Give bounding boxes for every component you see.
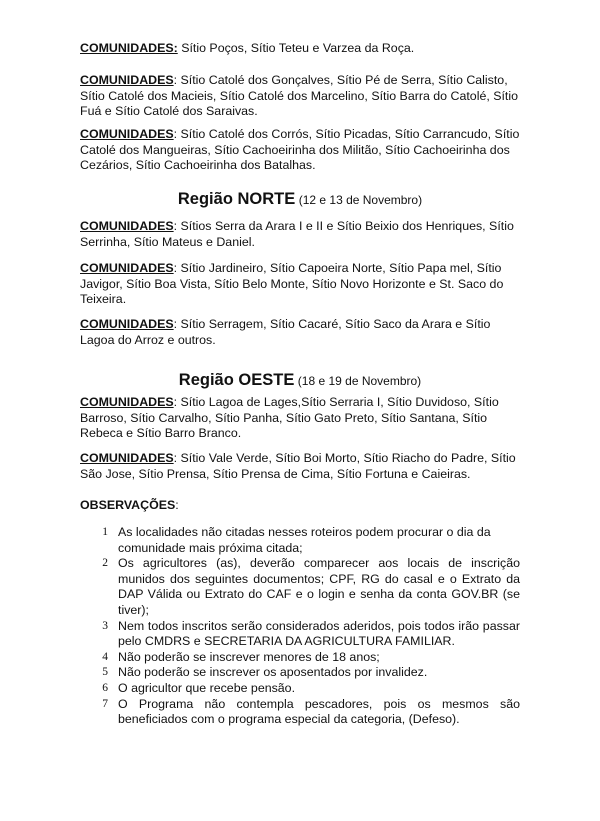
observation-item — [80, 650, 520, 666]
community-paragraph — [80, 73, 520, 120]
community-label: COMUNIDADES: — [80, 41, 178, 55]
observation-item — [80, 619, 520, 650]
observations-title-text: OBSERVAÇÕES — [80, 498, 176, 512]
observation-text: Não poderão se inscrever menores de 18 anos; — [118, 649, 380, 664]
region-dates: (18 e 19 de Novembro) — [297, 374, 422, 388]
observation-number: 4 — [102, 650, 108, 663]
observation-text: As localidades não citadas nesses roteiros podem procurar o dia da comunidade mais próxima citada; — [118, 525, 491, 555]
observation-number: 5 — [102, 666, 108, 679]
community-paragraph — [80, 219, 520, 250]
region-heading-oeste — [0, 370, 600, 391]
community-paragraph — [80, 261, 520, 308]
observations-title — [80, 497, 179, 513]
observation-number: 6 — [102, 681, 108, 694]
observation-item — [80, 556, 520, 618]
region-title: Região OESTE — [178, 371, 295, 389]
community-list: : Sítio Jardineiro, Sítio Capoeira Norte, Sítio Papa mel, Sítio Javigor, Sítio Boa Vista, Sítio Belo Monte, Sítio Novo Horizonte e St. Saco do Teixeira. — [80, 261, 504, 306]
community-list: Sítio Poços, Sítio Teteu e Varzea da Roça. — [177, 41, 415, 55]
community-paragraph — [80, 41, 520, 57]
community-list: : Sítios Serra da Arara I e II e Sítio Beixio dos Henriques, Sítio Serrinha, Sítio Mateus e Daniel. — [80, 219, 514, 249]
observation-text: Não poderão se inscrever os aposentados por invalidez. — [118, 665, 428, 680]
observation-number: 2 — [102, 557, 108, 570]
observation-item — [80, 665, 520, 681]
community-label: COMUNIDADES — [80, 261, 174, 275]
observation-text: O Programa não contempla pescadores, pois os mesmos são beneficiados com o programa especial da categoria, (Defeso). — [118, 696, 520, 727]
region-heading-norte — [0, 189, 600, 210]
community-list: : Sítio Serragem, Sítio Cacaré, Sítio Saco da Arara e Sítio Lagoa do Arroz e outros. — [80, 317, 491, 347]
community-list: : Sítio Catolé dos Corrós, Sítio Picadas, Sítio Carrancudo, Sítio Catolé dos Mangueiras, Sítio Cachoeirinha dos Militão, Sítio Cachoeirinha dos Cezários, Sítio Cachoeirinha dos Batalhas. — [80, 127, 520, 172]
community-list: : Sítio Vale Verde, Sítio Boi Morto, Sítio Riacho do Padre, Sítio São Jose, Sítio Prensa, Sítio Prensa de Cima, Sítio Fortuna e Caieiras. — [80, 451, 516, 481]
community-paragraph — [80, 317, 520, 348]
observations-title-colon: : — [175, 498, 179, 512]
observation-text: O agricultor que recebe pensão. — [118, 680, 296, 695]
community-label: COMUNIDADES — [80, 395, 174, 409]
observation-number: 7 — [102, 697, 108, 710]
observation-number: 3 — [102, 619, 108, 632]
observation-item — [80, 697, 520, 728]
community-paragraph — [80, 395, 520, 442]
observation-text: Os agricultores (as), deverão comparecer aos locais de inscrição munidos dos seguintes documentos; CPF, RG do casal e o Extrato da DAP Válida ou Extrato do CAF e o login e senha da conta GOV.BR (se tiver); — [118, 556, 520, 617]
community-label: COMUNIDADES — [80, 317, 174, 331]
observations-list — [80, 525, 520, 728]
community-list: : Sítio Lagoa de Lages,Sítio Serraria I, Sítio Duvidoso, Sítio Barroso, Sítio Carvalho, Sítio Panha, Sítio Gato Preto, Sítio Santana, Sítio Rebeca e Sítio Barro Branco. — [80, 395, 499, 440]
observation-item — [80, 525, 520, 556]
observation-item — [80, 681, 520, 697]
observation-number: 1 — [102, 526, 108, 538]
community-paragraph — [80, 127, 520, 174]
community-label: COMUNIDADES — [80, 127, 174, 141]
community-label: COMUNIDADES — [80, 451, 174, 465]
region-dates: (12 e 13 de Novembro) — [298, 193, 423, 207]
community-label: COMUNIDADES — [80, 219, 174, 233]
community-label: COMUNIDADES — [80, 73, 174, 87]
observation-text: Nem todos inscritos serão considerados aderidos, pois todos irão passar pelo CMDRS e SECRETARIA DA AGRICULTURA FAMILIAR. — [118, 618, 520, 649]
community-list: : Sítio Catolé dos Gonçalves, Sítio Pé de Serra, Sítio Calisto, Sítio Catolé dos Macieis, Sítio Catolé dos Marcelino, Sítio Barra do Catolé, Sítio Fuá e Sítio Catolé dos Saraivas. — [80, 73, 519, 118]
region-title: Região NORTE — [177, 190, 296, 208]
community-paragraph — [80, 451, 520, 482]
